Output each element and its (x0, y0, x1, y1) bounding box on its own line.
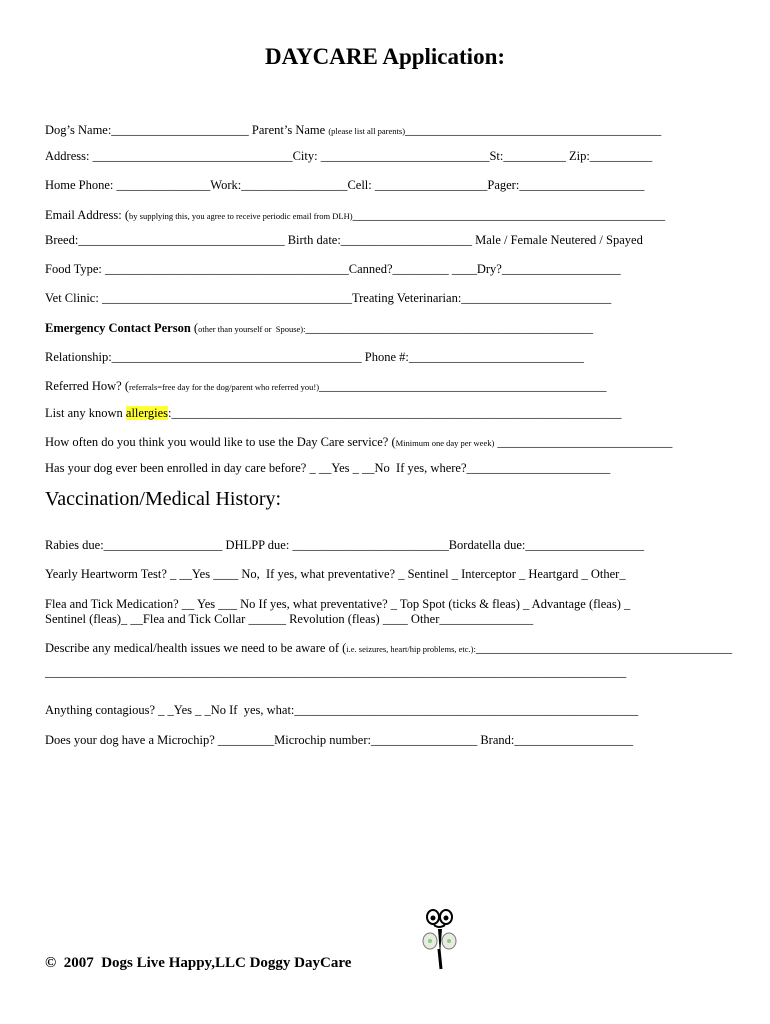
flea-line-2: Sentinel (fleas)_ __Flea and Tick Collar ______ Revolution (fleas) ____ Other_______________ (45, 612, 534, 626)
address-line: Address: ________________________________City: ___________________________St:__________ Zip:__________ (45, 149, 653, 163)
microchip-line: Does your dog have a Microchip? _________Microchip number:_________________ Brand:___________________ (45, 733, 634, 747)
footer-copyright: © 2007 Dogs Live Happy,LLC Doggy DayCare (45, 955, 352, 971)
how-often-line: How often do you think you would like to use the Day Care service? (Minimum one day per week) ____________________________ (45, 435, 673, 449)
rabies-line: Rabies due:___________________ DHLPP due: _________________________Bordatella due:___________________ (45, 538, 645, 552)
referred-line: Referred How? (referrals=free day for the dog/parent who referred you!)______________________________________________ (45, 379, 607, 393)
allergies-highlight: allergies (125, 406, 169, 420)
section-title: Vaccination/Medical History: (45, 488, 282, 510)
food-line: Food Type: _______________________________________Canned?_________ ____Dry?___________________ (45, 262, 621, 276)
allergies-line: List any known allergies:________________________________________________________________________ (45, 406, 622, 420)
dog-name-line: Dog’s Name:______________________ Parent’s Name (please list all parents)_________________________________________ (45, 123, 662, 137)
emergency-contact-line: Emergency Contact Person (other than yourself or Spouse):______________________________________________ (45, 321, 594, 335)
heartworm-line: Yearly Heartworm Test? _ __Yes ____ No, If yes, what preventative? _ Sentinel _ Interceptor _ Heartgard _ Other_ (45, 567, 626, 581)
page-title: DAYCARE Application: (264, 44, 506, 69)
dog-mascot-logo-icon (418, 905, 462, 973)
flea-line-1: Flea and Tick Medication? __ Yes ___ No If yes, what preventative? _ Top Spot (ticks & fleas) _ Advantage (fleas) _ (45, 597, 631, 611)
vet-line: Vet Clinic: ________________________________________Treating Veterinarian:________________________ (45, 291, 612, 305)
breed-line: Breed:_________________________________ Birth date:_____________________ Male / Female Neutered / Spayed (45, 233, 643, 247)
describe-line-2: _____________________________________________________________________________________________ (45, 665, 627, 679)
relationship-line: Relationship:________________________________________ Phone #:____________________________ (45, 350, 584, 364)
describe-line: Describe any medical/health issues we need to be aware of (i.e. seizures, heart/hip problems, etc.):_________________________________________ (45, 641, 733, 655)
phones-line: Home Phone: _______________Work:_________________Cell: __________________Pager:____________________ (45, 178, 645, 192)
email-line: Email Address: (by supplying this, you agree to receive periodic email from DLH)__________________________________________________ (45, 208, 666, 222)
contagious-line: Anything contagious? _ _Yes _ _No If yes, what:_______________________________________________________ (45, 703, 639, 717)
enrolled-line: Has your dog ever been enrolled in day care before? _ __Yes _ __No If yes, where?_______________________ (45, 461, 611, 475)
